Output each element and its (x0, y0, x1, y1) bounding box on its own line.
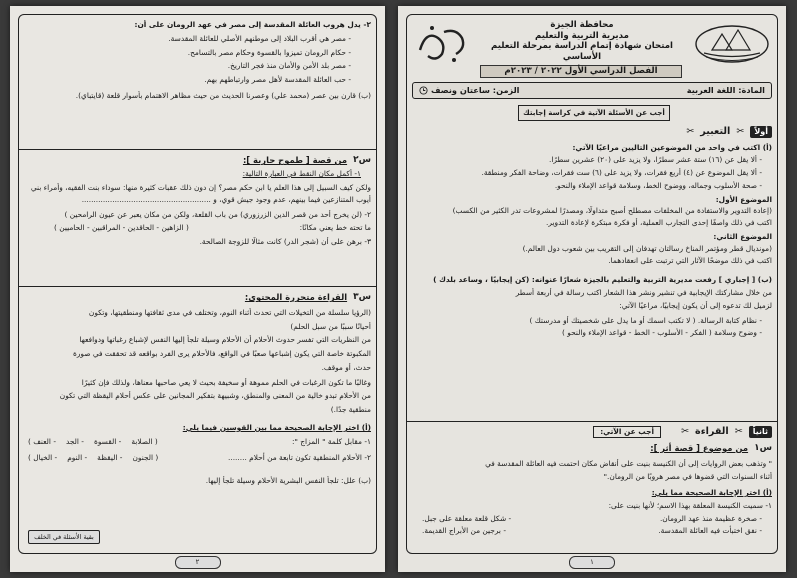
b-line: لزميل لك تدعوه إلى أن يكون إيجابيًا، مراعيًا الآتي: (619, 300, 772, 310)
passage-line: ما تحته خط يعني مكانًا: (299, 222, 371, 232)
q-item-lead: ١- مقابل كلمة " المزاج ": (292, 436, 371, 446)
section-tag: ثانياً (749, 426, 772, 438)
q-sub-title: (أ) اختر الإجابة الصحيحة مما بين القوسين فيما يلي: (182, 423, 371, 432)
passage-line: ولكن كيف السبيل إلى هذا العلم يا ابن حكم مصر؟ إن دون ذلك عقبات كثيرة منها: سوداء بنت الفقيه، وأمراء بني (30, 182, 371, 192)
divider (18, 286, 377, 287)
section-title: التعبير (700, 126, 731, 137)
passage-line: ٢- (لن يخرج أحد من قصر الدين الزرزوري) من باب القلعة، ولكن من مكان يعبر عن عيون الرامحين ) (64, 210, 371, 220)
scissors-icon: ✂ (681, 426, 690, 437)
q-item-b: (ب) علل: تلجأ النفس البشرية الأحلام وسيلة تلجأ إليها. (205, 476, 371, 486)
topic-line: (مونديال قطر ومؤتمر المناخ رسالتان تهدفان إلى التقريب بين شعوب دول العالم.) (522, 243, 772, 253)
expression-section (412, 126, 772, 338)
page-number: ٢ (175, 556, 221, 569)
option: ( الصلابة (131, 436, 158, 446)
exam-page-2 (10, 6, 385, 572)
answer-label: أجب عن الآتي: (593, 426, 661, 438)
q-sub-title: (أ) اختر الإجابة الصحيحة مما يلي: (651, 488, 772, 498)
topic-title: الموضوع الثاني: (713, 232, 772, 242)
q-sub-lead: ١- أكمل مكان النقط في العبارة التالية: (242, 168, 361, 178)
q-item-lead: ٢- الأحلام المنطقية تكون تابعة من أحلام ........ (228, 452, 371, 462)
rule-line: - ألا يقل عن (١٦) ستة عشر سطرًا، ولا يزيد على (٢٠) عشرين سطرًا. (549, 155, 762, 165)
option: ( الجنون (132, 452, 159, 462)
instruction-box: أجب عن الأسئلة الآتية في كراسة إجابتك (518, 105, 670, 121)
q2-item2-block (24, 20, 371, 101)
topic-line: اكتب في ذلك واصفًا إحدى التجارب العملية، أو فكرة مبتكرة لإعادة التدوير. (546, 218, 772, 228)
option: - برجين من الأبراج القديمة. (422, 526, 506, 536)
q-item-b: (ب) قارن بين عصر (محمد علي) وعصرنا الحديث من حيث مظاهر الاهتمام بأسوار قلعة (قايتباي). (75, 90, 371, 100)
question-title: من قصة [ طموح جارية ]: (242, 155, 348, 166)
subject-label: المادة: اللغة العربية (686, 85, 765, 96)
question-title: من موضوع [ قصة أثر ]: (650, 443, 749, 454)
divider (406, 421, 778, 422)
exam-title: امتحان شهادة إتمام الدراسة بمرحلة التعليم الأساسي (490, 41, 673, 63)
option: - حكام الرومان تميزوا بالقسوة وحكام مصر بالتسامح. (187, 47, 351, 57)
option: - حب العائلة المقدسة لأهل مصر وارتباطهم بهم. (204, 75, 351, 85)
section-tag: أولاً (750, 126, 772, 138)
passage-line: وغالبًا ما تكون الرغبات في الحلم مموهة أو سخيفة بحيث لا يعي صاحبها معناها، ولذلك فإن كثيرًا (81, 377, 371, 387)
topic-line: (إعادة التدوير والاستفادة من المخلفات مصطلح أصبح متداولًا، ومصدرًا لمشروعات تدر الكثير من الكسب) (452, 206, 772, 216)
option: - نفق اختبأت فيه العائلة المقدسة. (658, 526, 762, 536)
q-item-3: ٣- برهن على أن (شجر الدر) كانت مثالًا للزوجة الصالحة. (199, 236, 371, 246)
b-line: من خلال مشاركتك الإيجابية في تنشير ونشر هذا الشعار اكتب رسالة في أربعة أسطر (515, 288, 772, 298)
passage-line: أثناء السنوات التي قضوها في مصر هروبًا من الرومان." (603, 472, 772, 482)
scissors-icon: ✂ (686, 126, 695, 137)
q-item-b: (ب) [ إجباري ] رفعت مديرية التربية والتعليم بالجيزة شعارًا عنوانه: (كن إيجابيًا ، وساعد بلدك ) (433, 275, 772, 285)
scissors-icon: ✂ (734, 426, 743, 437)
question-number: س٢ (353, 155, 371, 165)
rule-line: - صحة الأسلوب وجماله، ووضوح الخط، وسلامة قواعد الإملاء والنحو. (554, 180, 762, 190)
topic-line: اكتب في ذلك موضحًا الآثار التي ترتبت على انعقادهما. (608, 255, 772, 265)
passage-line: من الأحلام تبدو خالية من المعنى والمنطق، وشبيهة بتفكير المجانين على عكس أحلام اليقظة التي تكون (59, 391, 371, 401)
calligraphy-logo-icon (412, 20, 470, 66)
q-item-lead: ١- سميت الكنيسة المعلقة بهذا الاسم؛ لأنها بنيت على: (608, 500, 772, 510)
option: - اليقظة (97, 452, 123, 462)
passage-line: من النظريات التي تفسر حدوث الأحلام أن الأحلام وسيلة تلجأ إليها النفس لإشباع رغباتها ودوافعها (79, 335, 371, 345)
reading-section (412, 426, 772, 536)
passage-line: حدث، أو موقف. (321, 362, 371, 372)
question-number: س١ (754, 442, 772, 453)
time-label: الزمن: ساعتان ونصف (431, 85, 520, 96)
options-line: ( الزاهين - الحاقدين - المراقبين - الحاميين ) (54, 222, 189, 232)
scissors-icon: ✂ (736, 126, 745, 137)
passage-line: (الرؤيا سلسلة من التخيلات التي تحدث أثناء النوم، وتختلف في مدى ثقافتها ومنطقيتها، وتكون (88, 307, 371, 317)
continue-note: بقية الأسئلة في الخلف (28, 530, 100, 544)
question-title: القراءة متحررة المحتوى: (244, 292, 348, 303)
b-line: - نظام كتابة الرسالة. ( لا تكتب اسمك أو ما يدل على شخصيتك أو مدرستك ) (529, 315, 762, 325)
option: - النوم (67, 452, 88, 462)
topic-title: الموضوع الأول: (715, 194, 772, 204)
option: - شكل قلعة معلقة على جبل. (422, 513, 512, 523)
page-number: ١ (569, 556, 615, 569)
passage-line: أيوب المتنازعين فيما بينهم، عدم وجود جيش قوي، و ....................................................... (81, 195, 371, 205)
ministry-logo-icon (692, 20, 772, 66)
q2-block (24, 155, 371, 246)
section-title: القراءة (695, 426, 729, 437)
exam-page-1 (398, 6, 786, 572)
passage-line: المكبوتة خاصة التي يكون إشباعها صعبًا في الواقع، فالأحلام يرى الفرد بواقعه قد تحققت في صورة (72, 349, 371, 359)
rule-line: - ألا يقل الموضوع عن (٤) أربع فقرات، ولا يزيد على (٦) ست فقرات، وضاحة الفكر ومنطقة. (481, 168, 762, 178)
option: - الجد (66, 436, 84, 446)
term-label: الفصل الدراسي الأول ٢٠٢٢ / ٢٠٢٣م (480, 65, 682, 78)
governorate: محافظة الجيزة (550, 20, 614, 30)
directorate: مديرية التربية والتعليم (535, 30, 629, 41)
option: - مصر هي أقرب البلاد إلى موطنهم الأصلي للعائلة المقدسة. (168, 33, 351, 43)
subject-bar (412, 82, 772, 99)
option: - صخرة عظيمة منذ عهد الرومان. (659, 513, 762, 523)
option: - مصر بلد الأمن والأمان منذ فجر التاريخ. (227, 61, 351, 71)
passage-line: " وتذهب بعض الروايات إلى أن الكنيسة بنيت على أنقاض مكان احتمت فيه العائلة المقدسة في (485, 458, 772, 468)
divider (18, 149, 377, 150)
header-titles (482, 20, 682, 78)
passage-line: أحيانًا سببًا من سبل الحلم) (290, 321, 371, 331)
q3-block (24, 292, 371, 486)
passage-line: منطقية جدًا.) (330, 405, 371, 415)
b-line: - وضوح وسلامة ( الفكر - الأسلوب - الخط - قواعد الإملاء والنحو ) (562, 328, 762, 338)
exam-header (412, 20, 772, 80)
clock-icon (419, 86, 428, 95)
q-lead: (أ) اكتب في واحد من الموضوعين التاليين مراعيًا الآتي: (572, 142, 772, 152)
q-lead: ٢- يدل هروب العائلة المقدسة إلى مصر في عهد الرومان على أن: (134, 20, 371, 29)
option: - الخيال ) (28, 452, 58, 462)
option: - القسوة (93, 436, 122, 446)
question-number: س٣ (353, 292, 371, 302)
option: - العنف ) (28, 436, 56, 446)
